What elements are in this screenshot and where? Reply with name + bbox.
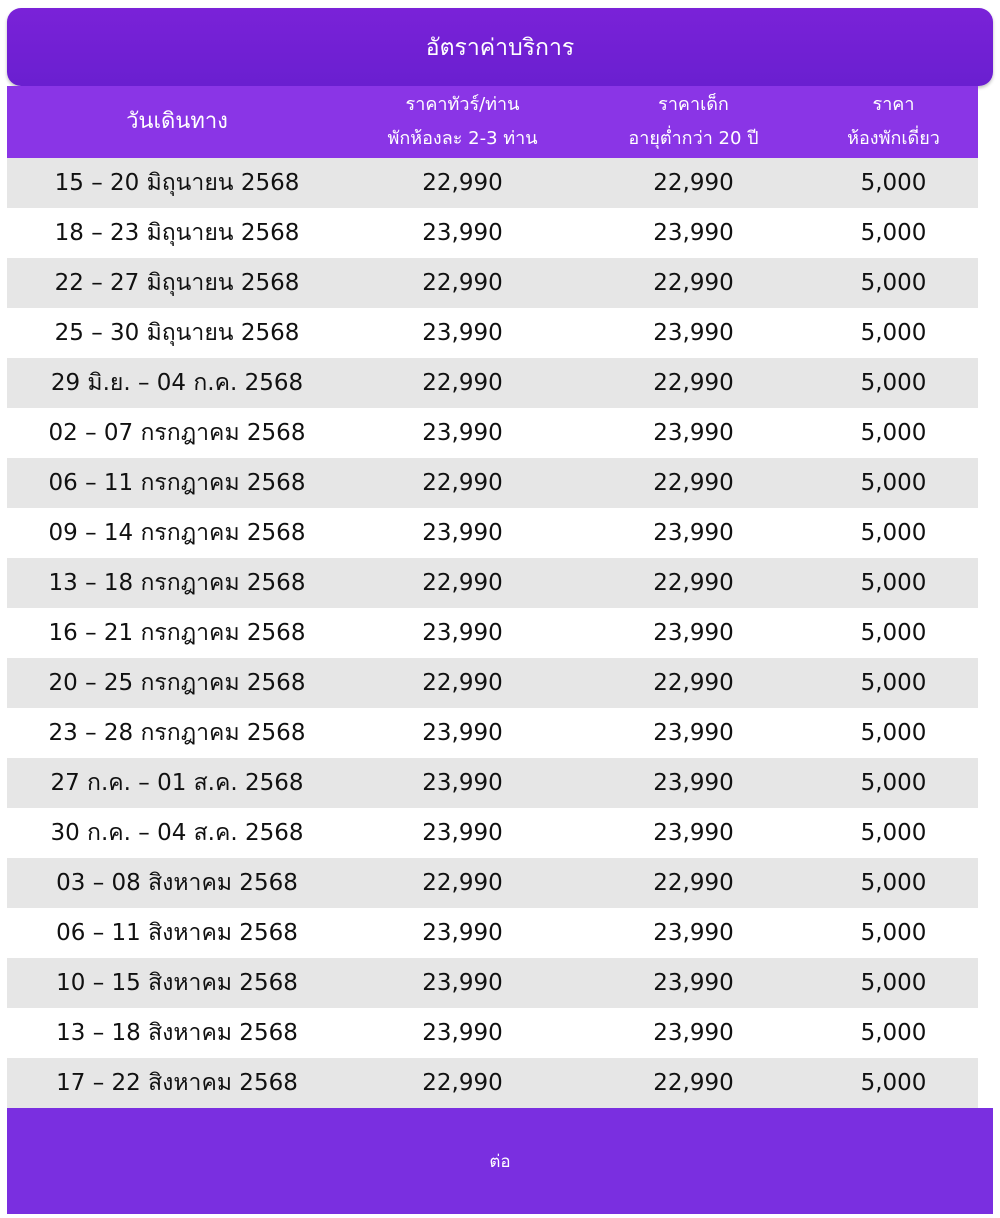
header-travel-date: วันเดินทาง — [126, 109, 228, 134]
table-row — [7, 708, 978, 758]
table-row — [7, 1058, 978, 1108]
cell-travel-date: 15 – 20 มิถุนายน 2568 — [54, 170, 300, 196]
cell-travel-date: 02 – 07 กรกฎาคม 2568 — [48, 420, 306, 446]
cell-travel-date: 10 – 15 สิงหาคม 2568 — [56, 970, 298, 996]
cell-travel-date: 30 ก.ค. – 04 ส.ค. 2568 — [50, 820, 304, 846]
table-row — [7, 858, 978, 908]
cell-adult-price: 22,990 — [422, 470, 503, 496]
cell-travel-date: 17 – 22 สิงหาคม 2568 — [56, 1070, 298, 1096]
cell-travel-date: 03 – 08 สิงหาคม 2568 — [56, 870, 298, 896]
cell-adult-price: 23,990 — [422, 420, 503, 446]
cell-adult-price: 23,990 — [422, 820, 503, 846]
cell-single-room-price: 5,000 — [860, 270, 927, 296]
cell-child-price: 22,990 — [653, 670, 734, 696]
cell-child-price: 22,990 — [653, 570, 734, 596]
cell-single-room-price: 5,000 — [860, 520, 927, 546]
cell-child-price: 23,990 — [653, 220, 734, 246]
table-row — [7, 508, 978, 558]
cell-child-price: 22,990 — [653, 170, 734, 196]
cell-single-room-price: 5,000 — [860, 620, 927, 646]
cell-travel-date: 29 มิ.ย. – 04 ก.ค. 2568 — [50, 370, 304, 396]
cell-adult-price: 22,990 — [422, 170, 503, 196]
cell-travel-date: 25 – 30 มิถุนายน 2568 — [54, 320, 300, 346]
cell-travel-date: 13 – 18 กรกฎาคม 2568 — [48, 570, 306, 596]
cell-travel-date: 13 – 18 สิงหาคม 2568 — [56, 1020, 298, 1046]
table-body — [7, 158, 978, 1108]
table-header — [7, 86, 978, 158]
cell-single-room-price: 5,000 — [860, 770, 927, 796]
cell-single-room-price: 5,000 — [860, 320, 927, 346]
cell-single-room-price: 5,000 — [860, 670, 927, 696]
header-child-price: ราคาเด็ก อายุต่ำกว่า 20 ปี — [628, 94, 759, 149]
cell-adult-price: 22,990 — [422, 370, 503, 396]
cell-travel-date: 06 – 11 กรกฎาคม 2568 — [48, 470, 306, 496]
table-row — [7, 1008, 978, 1058]
table-row — [7, 308, 978, 358]
cell-single-room-price: 5,000 — [860, 870, 927, 896]
table-row — [7, 758, 978, 808]
cell-travel-date: 22 – 27 มิถุนายน 2568 — [54, 270, 300, 296]
cell-travel-date: 09 – 14 กรกฎาคม 2568 — [48, 520, 306, 546]
cell-single-room-price: 5,000 — [860, 1070, 927, 1096]
cell-adult-price: 22,990 — [422, 570, 503, 596]
cell-adult-price: 22,990 — [422, 1070, 503, 1096]
cell-single-room-price: 5,000 — [860, 820, 927, 846]
cell-adult-price: 22,990 — [422, 270, 503, 296]
table-row — [7, 408, 978, 458]
cell-child-price: 23,990 — [653, 770, 734, 796]
cell-child-price: 23,990 — [653, 520, 734, 546]
cell-single-room-price: 5,000 — [860, 920, 927, 946]
cell-single-room-price: 5,000 — [860, 420, 927, 446]
cell-single-room-price: 5,000 — [860, 970, 927, 996]
cell-travel-date: 23 – 28 กรกฎาคม 2568 — [48, 720, 306, 746]
cell-child-price: 22,990 — [653, 870, 734, 896]
cell-adult-price: 22,990 — [422, 870, 503, 896]
table-row — [7, 658, 978, 708]
continue-button[interactable] — [7, 1108, 993, 1214]
header-adult-price: ราคาทัวร์/ท่าน พักห้องละ 2-3 ท่าน — [387, 94, 538, 149]
cell-adult-price: 23,990 — [422, 1020, 503, 1046]
cell-child-price: 23,990 — [653, 820, 734, 846]
cell-child-price: 22,990 — [653, 370, 734, 396]
cell-single-room-price: 5,000 — [860, 170, 927, 196]
table-row — [7, 358, 978, 408]
table-row — [7, 808, 978, 858]
cell-adult-price: 22,990 — [422, 670, 503, 696]
cell-travel-date: 16 – 21 กรกฎาคม 2568 — [48, 620, 306, 646]
cell-travel-date: 27 ก.ค. – 01 ส.ค. 2568 — [50, 770, 304, 796]
cell-travel-date: 18 – 23 มิถุนายน 2568 — [54, 220, 300, 246]
cell-child-price: 23,990 — [653, 620, 734, 646]
cell-child-price: 23,990 — [653, 320, 734, 346]
cell-adult-price: 23,990 — [422, 520, 503, 546]
cell-single-room-price: 5,000 — [860, 370, 927, 396]
cell-travel-date: 20 – 25 กรกฎาคม 2568 — [48, 670, 306, 696]
table-row — [7, 608, 978, 658]
title-text: อัตราค่าบริการ — [425, 35, 575, 61]
cell-child-price: 22,990 — [653, 270, 734, 296]
cell-adult-price: 23,990 — [422, 320, 503, 346]
cell-single-room-price: 5,000 — [860, 570, 927, 596]
cell-child-price: 22,990 — [653, 470, 734, 496]
continue-label: ต่อ — [489, 1151, 511, 1172]
cell-child-price: 23,990 — [653, 920, 734, 946]
cell-single-room-price: 5,000 — [860, 220, 927, 246]
cell-child-price: 22,990 — [653, 1070, 734, 1096]
table-row — [7, 158, 978, 208]
cell-travel-date: 06 – 11 สิงหาคม 2568 — [56, 920, 298, 946]
cell-adult-price: 23,990 — [422, 220, 503, 246]
table-row — [7, 208, 978, 258]
cell-child-price: 23,990 — [653, 1020, 734, 1046]
cell-single-room-price: 5,000 — [860, 470, 927, 496]
table-row — [7, 558, 978, 608]
table-row — [7, 908, 978, 958]
table-row — [7, 258, 978, 308]
cell-child-price: 23,990 — [653, 720, 734, 746]
cell-child-price: 23,990 — [653, 970, 734, 996]
cell-child-price: 23,990 — [653, 420, 734, 446]
cell-adult-price: 23,990 — [422, 720, 503, 746]
table-row — [7, 458, 978, 508]
cell-single-room-price: 5,000 — [860, 720, 927, 746]
cell-adult-price: 23,990 — [422, 920, 503, 946]
cell-adult-price: 23,990 — [422, 970, 503, 996]
cell-adult-price: 23,990 — [422, 620, 503, 646]
page-title — [7, 8, 993, 86]
table-row — [7, 958, 978, 1008]
header-single-room-price: ราคา ห้องพักเดี่ยว — [847, 94, 940, 149]
cell-adult-price: 23,990 — [422, 770, 503, 796]
cell-single-room-price: 5,000 — [860, 1020, 927, 1046]
